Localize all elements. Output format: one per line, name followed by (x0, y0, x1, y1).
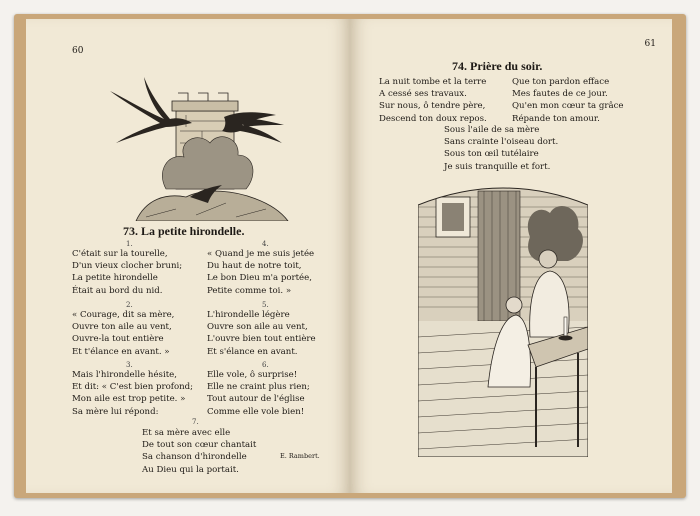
verse-line: Sous ton œil tutélaire (444, 149, 539, 160)
stanza-1 (72, 248, 182, 297)
verse-line: Elle ne craint plus rien; (207, 382, 310, 393)
poem-title-left: 73. La petite hirondelle. (123, 224, 245, 238)
verse-line: Le bon Dieu m'a portée, (207, 273, 312, 284)
verse-line: Du haut de notre toit, (207, 261, 302, 272)
verse-line: Et sa mère avec elle (142, 428, 231, 438)
stanza-4 (207, 248, 314, 297)
verse-line: « Courage, dit sa mère, (72, 310, 175, 320)
stanza-number: 3. (126, 361, 133, 369)
stanza-right-1 (379, 76, 487, 125)
verse-line: Comme elle vole bien! (207, 406, 305, 417)
stanza-7 (142, 427, 256, 476)
verse-line: D'un vieux clocher bruni; (72, 261, 183, 272)
stanza-number: 2. (126, 301, 133, 309)
stanza-number: 4. (262, 240, 269, 248)
stanza-right-3 (444, 124, 558, 173)
verse-line: Je suis tranquille et fort. (444, 161, 551, 172)
verse-line: « Quand je me suis jetée (207, 249, 315, 259)
verse-line: Était au bord du nid. (72, 285, 163, 296)
verse-line: Tout autour de l'église (207, 394, 305, 405)
verse-line: L'hirondelle légère (207, 310, 290, 320)
stanza-2 (72, 309, 174, 358)
verse-line: Au Dieu qui la portait. (142, 464, 239, 475)
verse-line: Et s'élance en avant. (207, 346, 298, 357)
verse-line: Sans crainte l'oiseau dort. (444, 137, 559, 148)
verse-line: Mais l'hirondelle hésite, (72, 370, 177, 380)
verse-line: Qu'en mon cœur ta grâce (512, 101, 624, 112)
verse-line: L'ouvre bien tout entière (207, 334, 316, 345)
stanza-number: 7. (192, 418, 199, 426)
verse-line: A cessé ses travaux. (379, 89, 467, 100)
verse-line: Répande ton amour. (512, 113, 600, 124)
stanza-5 (207, 309, 316, 358)
verse-line: De tout son cœur chantait (142, 440, 257, 451)
verse-line: Ouvre son aile au vent, (207, 322, 308, 333)
verse-line: Sous l'aile de sa mère (444, 125, 540, 135)
verse-line: La nuit tombe et la terre (379, 77, 487, 87)
verse-line: Descend ton doux repos. (379, 113, 487, 124)
verse-line: Petite comme toi. » (207, 285, 292, 296)
verse-line: Elle vole, ô surprise! (207, 370, 298, 380)
page-number-right: 61 (644, 39, 656, 49)
right-page (350, 19, 672, 493)
verse-line: C'était sur la tourelle, (72, 249, 168, 259)
verse-line: Et dit: « C'est bien profond; (72, 382, 194, 393)
stanza-6 (207, 369, 310, 418)
poem-title-right: 74. Prière du soir. (452, 59, 543, 73)
verse-line: Ouvre ton aile au vent, (72, 322, 172, 333)
stanza-3 (72, 369, 193, 418)
page-number-left: 60 (72, 46, 84, 56)
evening-prayer-illustration (418, 177, 588, 457)
author-credit: E. Rambert. (280, 452, 320, 460)
verse-line: Mon aile est trop petite. » (72, 394, 186, 405)
stanza-number: 1. (126, 240, 133, 248)
swallows-tower-illustration (106, 71, 296, 221)
left-page (26, 19, 350, 493)
stanza-right-2 (512, 76, 624, 125)
verse-line: Sa mère lui répond: (72, 406, 159, 417)
verse-line: Et t'élance en avant. » (72, 346, 170, 357)
verse-line: Mes fautes de ce jour. (512, 89, 608, 100)
verse-line: Ouvre-la tout entière (72, 334, 164, 345)
verse-line: Sa chanson d'hirondelle (142, 452, 247, 463)
verse-line: Sur nous, ô tendre père, (379, 101, 486, 112)
stanza-number: 6. (262, 361, 269, 369)
verse-line: La petite hirondelle (72, 273, 158, 284)
stanza-number: 5. (262, 301, 269, 309)
verse-line: Que ton pardon efface (512, 77, 610, 87)
